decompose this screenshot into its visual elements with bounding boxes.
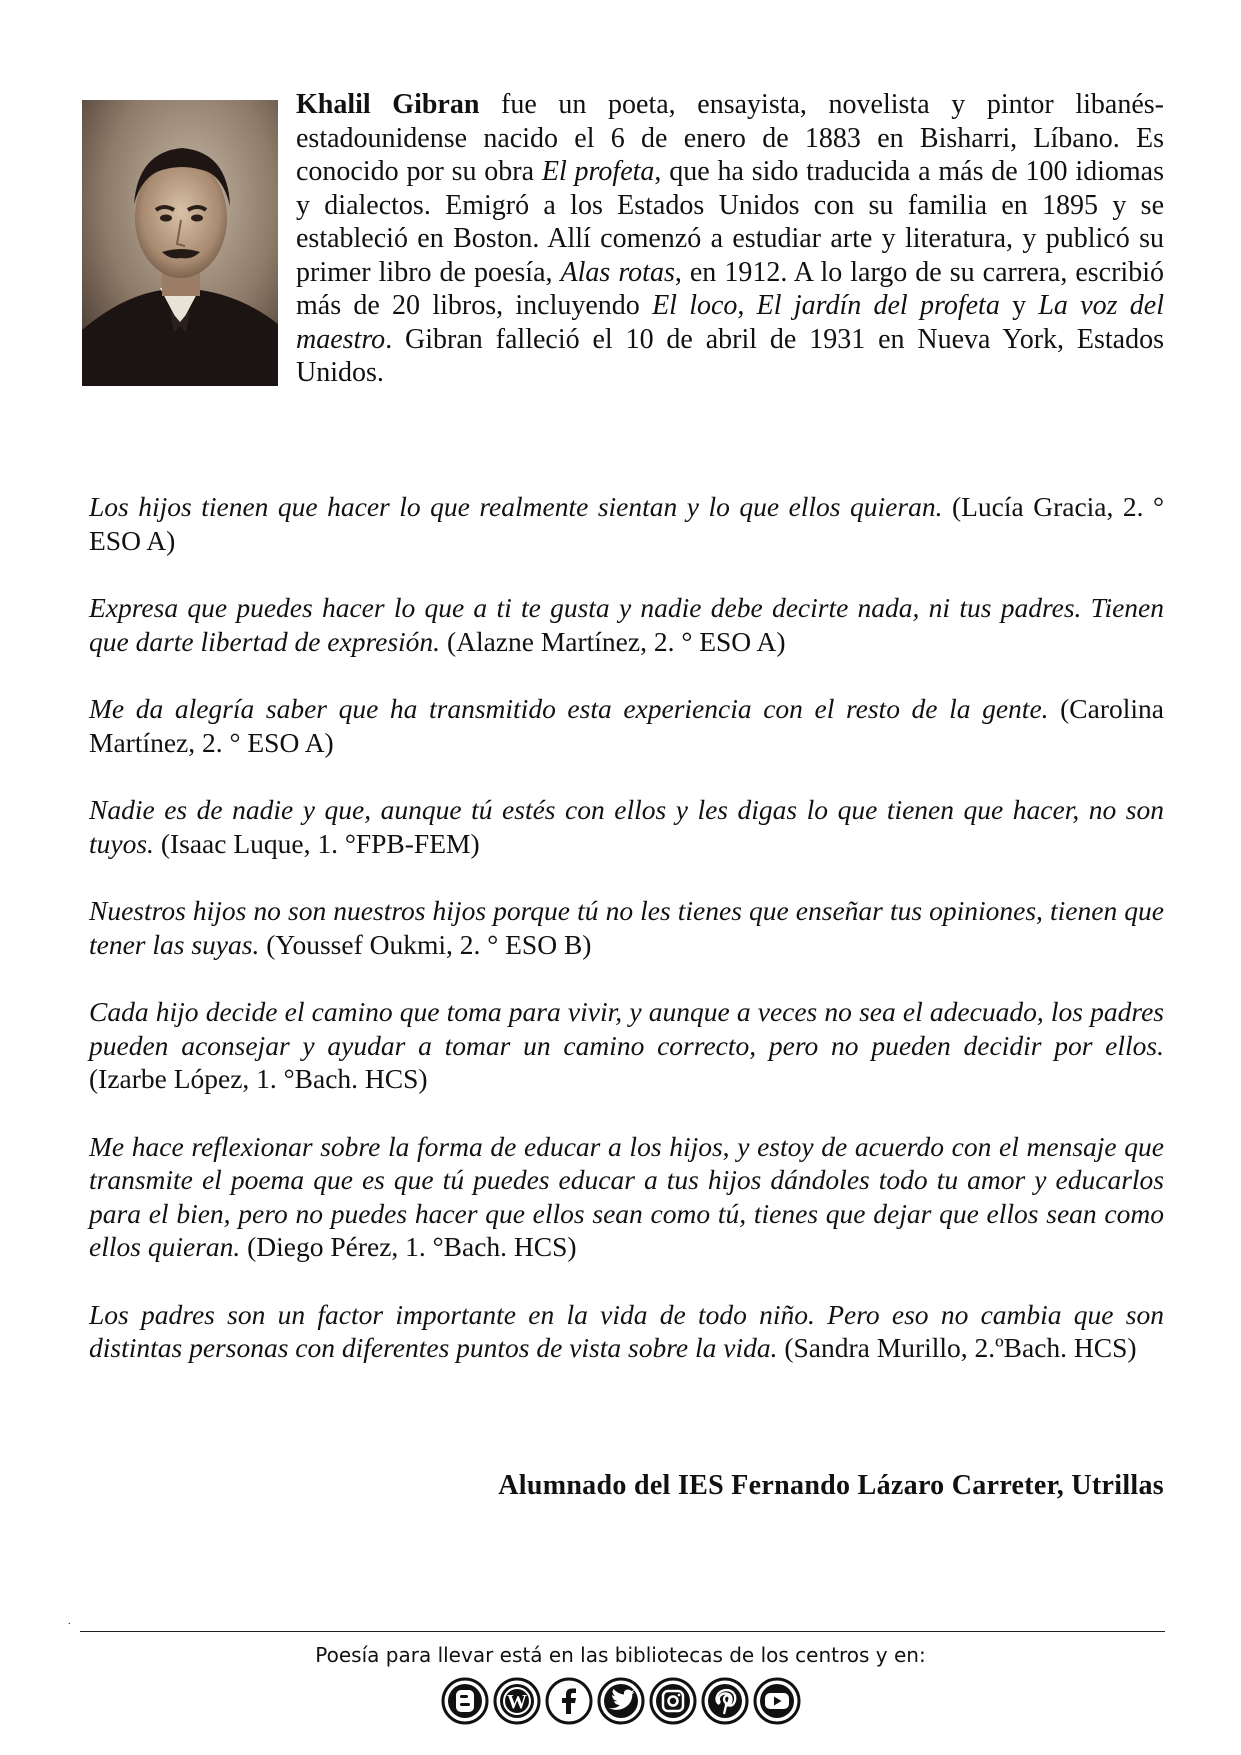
bio-paragraph: [296, 88, 1164, 390]
facebook-icon[interactable]: [544, 1676, 594, 1726]
comment-quote: Nuestros hijos no son nuestros hijos porque tú no les tienes que enseñar tus opiniones, tienen que tener las suyas.: [89, 895, 1164, 960]
book-title: Alas rotas: [560, 256, 675, 288]
youtube-icon[interactable]: [752, 1676, 802, 1726]
signature: Alumnado del IES Fernando Lázaro Carreter, Utrillas: [498, 1470, 1164, 1501]
bio-text-5: . Gibran falleció el 10 de abril de 1931 en Nueva York, Estados Unidos.: [296, 323, 1164, 388]
comment-quote: Me hace reflexionar sobre la forma de educar a los hijos, y estoy de acuerdo con el mensaje que transmite el poema que es que tú puedes educar a tus hijos dándoles todo tu amor y educarlos para el bien, pero no puedes hacer que ellos sean como tú, tienes que dejar que ellos sean como ellos quieran.: [89, 1130, 1164, 1262]
twitter-icon[interactable]: [596, 1676, 646, 1726]
book-title: El profeta: [541, 156, 655, 187]
comment: [89, 1298, 1164, 1365]
comment-author: (Youssef Oukmi, 2. ° ESO B): [259, 928, 592, 960]
comment: [89, 1130, 1164, 1264]
book-title: La voz del maestro: [296, 290, 1164, 355]
footer-dot: .: [68, 1616, 71, 1627]
footer-text: Poesía para llevar está en las bibliotecas de los centros y en:: [315, 1643, 926, 1667]
comment: [89, 692, 1164, 759]
comment-quote: Los padres son un factor importante en la vida de todo niño. Pero eso no cambia que son distintas personas con diferentes puntos de vista sobre la vida.: [89, 1298, 1164, 1363]
student-comments: [89, 490, 1164, 1399]
comment-author: (Sandra Murillo, 2.ºBach. HCS): [777, 1332, 1137, 1363]
comment-author: (Lucía Gracia, 2. ° ESO A): [89, 491, 1165, 556]
author-portrait: [82, 100, 278, 386]
comment-author: (Diego Pérez, 1. °Bach. HCS): [240, 1231, 577, 1262]
comment: [89, 591, 1164, 658]
bio-text-2: , que ha sido traducida a más de 100 idiomas y dialectos. Emigró a los Estados Unidos con su familia en 1895 y se estableció en Boston. Allí comenzó a estudiar arte y literatura, y publicó su primer libro de poesía,: [296, 156, 1165, 288]
comment-author: (Carolina Martínez, 2. ° ESO A): [89, 693, 1164, 758]
book-title: El loco, El jardín del profeta: [652, 290, 1000, 321]
instagram-icon[interactable]: [648, 1676, 698, 1726]
footer-divider: [80, 1631, 1165, 1632]
comment-author: (Isaac Luque, 1. °FPB-FEM): [153, 827, 480, 859]
blogger-icon[interactable]: [440, 1676, 490, 1726]
comment-author: (Izarbe López, 1. °Bach. HCS): [89, 1063, 428, 1094]
bio-text-3: , en 1912. A lo largo de su carrera, escribió más de 20 libros, incluyendo: [296, 256, 1164, 321]
comment: [89, 995, 1164, 1096]
wordpress-icon[interactable]: [492, 1676, 542, 1726]
portrait-image: [82, 100, 278, 386]
pinterest-icon[interactable]: [700, 1676, 750, 1726]
comment-quote: Expresa que puedes hacer lo que a ti te gusta y nadie debe decirte nada, ni tus padres. Tienen que darte libertad de expresión.: [89, 592, 1164, 657]
bio-text-1: fue un poeta, ensayista, novelista y pintor libanés-estadounidense nacido el 6 de enero de 1883 en Bisharri, Líbano. Es conocido por su obra: [296, 89, 1164, 187]
comment-quote: Los hijos tienen que hacer lo que realmente sientan y lo que ellos quieran.: [89, 491, 943, 522]
comment: [89, 490, 1164, 557]
comment: [89, 894, 1164, 961]
svg-text:W: W: [506, 1691, 527, 1713]
author-name: Khalil Gibran: [296, 89, 480, 120]
comment: [89, 793, 1164, 860]
social-icons: [0, 1676, 1241, 1726]
comment-quote: Nadie es de nadie y que, aunque tú estés con ellos y les digas lo que tienen que hacer, no son tuyos.: [89, 794, 1164, 859]
bio-text-4: y: [999, 290, 1039, 321]
comment-quote: Me da alegría saber que ha transmitido esta experiencia con el resto de la gente.: [89, 693, 1049, 724]
comment-quote: Cada hijo decide el camino que toma para vivir, y aunque a veces no sea el adecuado, los padres pueden aconsejar y ayudar a tomar un camino correcto, pero no pueden decidir por ellos.: [89, 996, 1164, 1061]
comment-author: (Alazne Martínez, 2. ° ESO A): [440, 625, 786, 657]
